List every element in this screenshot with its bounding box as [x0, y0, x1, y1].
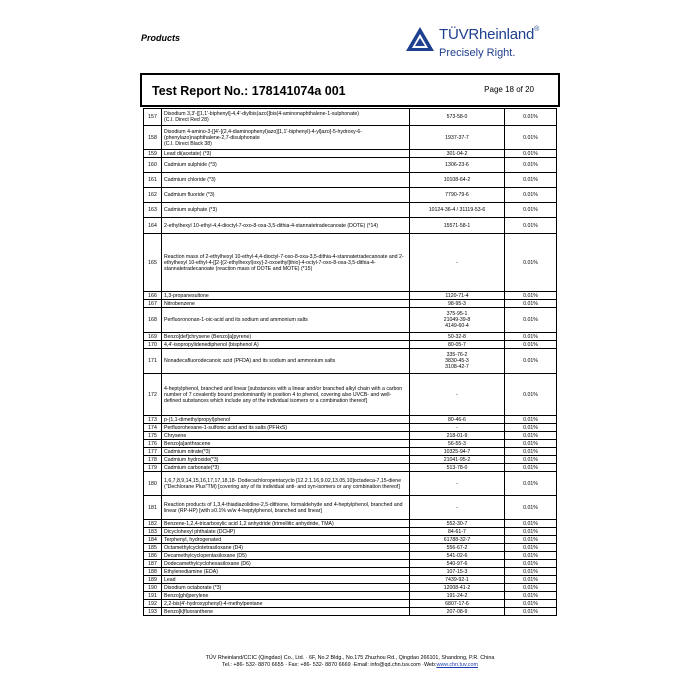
row-number-cell: 176 [144, 440, 162, 448]
substance-name-cell: Disodium 4-amino-3-[[4'-[(2,4-diaminophenyl)azo][1,1'-biphenyl]-4-yl]azo]-5-hydroxy-6-(phenylazo)naphthalene-2,7-disulphonate (C.I. Direct Black 38) [162, 126, 410, 150]
substance-name-cell: Dodecamethylcyclohexasiloxane (D6) [162, 560, 410, 568]
substance-name-cell: Cadmium sulphide (*3) [162, 158, 410, 173]
triangle-logo-icon [405, 26, 435, 52]
row-number-cell: 184 [144, 536, 162, 544]
cas-number-cell: - [410, 496, 505, 520]
table-row [144, 416, 557, 424]
cas-number-cell: 335-76-2 3830-45-3 3108-42-7 [410, 349, 505, 374]
table-row [144, 126, 557, 150]
limit-cell: 0.01% [505, 536, 557, 544]
substance-name-cell: Cadmium chloride (*3) [162, 173, 410, 188]
cas-number-cell: 10108-64-2 [410, 173, 505, 188]
table-row [144, 173, 557, 188]
table-row [144, 496, 557, 520]
table-row [144, 308, 557, 333]
cas-number-cell: 84-61-7 [410, 528, 505, 536]
limit-cell: 0.01% [505, 308, 557, 333]
substance-name-cell: 2,2-bis(4'-hydroxyphenyl)-4-methylpentane [162, 600, 410, 608]
row-number-cell: 189 [144, 576, 162, 584]
row-number-cell: 166 [144, 292, 162, 300]
table-row [144, 188, 557, 203]
substance-name-cell: Disodium octaborate (*3) [162, 584, 410, 592]
limit-cell: 0.01% [505, 576, 557, 584]
limit-cell: 0.01% [505, 341, 557, 349]
row-number-cell: 173 [144, 416, 162, 424]
substance-name-cell: Dicyclohexyl phthalate (DCHP) [162, 528, 410, 536]
cas-number-cell: 98-95-3 [410, 300, 505, 308]
row-number-cell: 185 [144, 544, 162, 552]
limit-cell: 0.01% [505, 448, 557, 456]
report-title: Test Report No.: 178141074a 001 [152, 84, 346, 98]
section-label: Products [141, 33, 181, 43]
tuv-logo [405, 26, 565, 66]
limit-cell: 0.01% [505, 333, 557, 341]
limit-cell: 0.01% [505, 496, 557, 520]
cas-number-cell: - [410, 374, 505, 416]
limit-cell: 0.01% [505, 158, 557, 173]
table-row [144, 528, 557, 536]
row-number-cell: 168 [144, 308, 162, 333]
cas-number-cell: 513-78-0 [410, 464, 505, 472]
row-number-cell: 162 [144, 188, 162, 203]
footer-contact-text: Tel.: +86- 532- 8870 6655 · Fax: +86- 532- 8870 6669 ·Email: info@qd.chn.tuv.com ·Web: [222, 662, 437, 668]
limit-cell: 0.01% [505, 126, 557, 150]
substance-name-cell: Chrysene [162, 432, 410, 440]
registered-mark: ® [534, 26, 540, 33]
row-number-cell: 179 [144, 464, 162, 472]
row-number-cell: 171 [144, 349, 162, 374]
cas-number-cell: 1937-37-7 [410, 126, 505, 150]
limit-cell: 0.01% [505, 109, 557, 126]
table-row [144, 576, 557, 584]
row-number-cell: 177 [144, 448, 162, 456]
row-number-cell: 178 [144, 456, 162, 464]
cas-number-cell: 573-58-0 [410, 109, 505, 126]
limit-cell: 0.01% [505, 218, 557, 234]
row-number-cell: 188 [144, 568, 162, 576]
cas-number-cell: - [410, 234, 505, 292]
report-header-box [140, 73, 560, 107]
footer-web-link[interactable]: www.chn.tuv.com [436, 662, 478, 668]
cas-number-cell: 541-02-6 [410, 552, 505, 560]
row-number-cell: 181 [144, 496, 162, 520]
row-number-cell: 160 [144, 158, 162, 173]
limit-cell: 0.01% [505, 568, 557, 576]
row-number-cell: 172 [144, 374, 162, 416]
limit-cell: 0.01% [505, 173, 557, 188]
brand-name [439, 26, 539, 43]
cas-number-cell: 556-67-2 [410, 544, 505, 552]
table-row [144, 158, 557, 173]
limit-cell: 0.01% [505, 150, 557, 158]
substance-name-cell: Benzo[k]fluoranthene [162, 608, 410, 616]
row-number-cell: 186 [144, 552, 162, 560]
table-row [144, 349, 557, 374]
substance-name-cell: Decamethylcyclopentasiloxane (D5) [162, 552, 410, 560]
table-row [144, 150, 557, 158]
row-number-cell: 190 [144, 584, 162, 592]
cas-number-cell: 7790-79-6 [410, 188, 505, 203]
limit-cell: 0.01% [505, 520, 557, 528]
brand-tagline: Precisely Right. [439, 47, 516, 59]
cas-number-cell: 218-01-9 [410, 432, 505, 440]
limit-cell: 0.01% [505, 203, 557, 218]
table-row [144, 536, 557, 544]
limit-cell: 0.01% [505, 292, 557, 300]
substance-name-cell: Benzene-1,2,4-tricarboxylic acid 1,2 anhydride (trimellitic anhydride, TMA) [162, 520, 410, 528]
table-row [144, 472, 557, 496]
table-row [144, 292, 557, 300]
cas-number-cell: 10325-94-7 [410, 448, 505, 456]
substance-name-cell: 4,4'-isopropylidenediphenol (bisphenol A) [162, 341, 410, 349]
table-row [144, 464, 557, 472]
limit-cell: 0.01% [505, 374, 557, 416]
row-number-cell: 158 [144, 126, 162, 150]
table-row [144, 234, 557, 292]
row-number-cell: 191 [144, 592, 162, 600]
cas-number-cell: 1120-71-4 [410, 292, 505, 300]
row-number-cell: 182 [144, 520, 162, 528]
limit-cell: 0.01% [505, 234, 557, 292]
table-row [144, 374, 557, 416]
table-row [144, 341, 557, 349]
row-number-cell: 187 [144, 560, 162, 568]
substance-name-cell: 4-heptylphenol, branched and linear [substances with a linear and/or branched alkyl chain with a carbon number of 7 covalently bound predominantly in position 4 to phenol, covering also UVCB- and well-defined substances which include any of the individual isomers or a combination thereof] [162, 374, 410, 416]
substance-name-cell: Cadmium sulphate (*3) [162, 203, 410, 218]
limit-cell: 0.01% [505, 464, 557, 472]
substance-name-cell: Perfluorononan-1-oic-acid and its sodium and ammonium salts [162, 308, 410, 333]
row-number-cell: 164 [144, 218, 162, 234]
cas-number-cell: 301-04-2 [410, 150, 505, 158]
substance-name-cell: Cadmium hydroxide(*3) [162, 456, 410, 464]
limit-cell: 0.01% [505, 600, 557, 608]
cas-number-cell: 21041-95-2 [410, 456, 505, 464]
page-number: Page 18 of 20 [484, 85, 534, 94]
substance-table [143, 108, 557, 616]
table-row [144, 448, 557, 456]
cas-number-cell: 1306-23-6 [410, 158, 505, 173]
substance-name-cell: Perfluorohexane-1-sulfonic acid and its salts (PFHxS) [162, 424, 410, 432]
cas-number-cell: 61788-32-7 [410, 536, 505, 544]
limit-cell: 0.01% [505, 584, 557, 592]
substance-table-wrapper [143, 108, 556, 616]
substance-name-cell: Cadmium fluoride (*3) [162, 188, 410, 203]
table-row [144, 544, 557, 552]
cas-number-cell: - [410, 424, 505, 432]
cas-number-cell: 80-46-6 [410, 416, 505, 424]
cas-number-cell: 10124-36-4 / 31119-53-6 [410, 203, 505, 218]
row-number-cell: 163 [144, 203, 162, 218]
substance-name-cell: Benzo[ghi]perylene [162, 592, 410, 600]
cas-number-cell: 15571-58-1 [410, 218, 505, 234]
limit-cell: 0.01% [505, 349, 557, 374]
row-number-cell: 175 [144, 432, 162, 440]
row-number-cell: 159 [144, 150, 162, 158]
table-row [144, 203, 557, 218]
substance-name-cell: Lead [162, 576, 410, 584]
cas-number-cell: 80-05-7 [410, 341, 505, 349]
substance-name-cell: Reaction mass of 2-ethylhexyl 10-ethyl-4,4-dioctyl-7-oxo-8-oxa-3,5-dithia-4-stannatetradecanoate and 2-ethylhexyl 10-ethyl-4-[[2-[(2-ethylhexyl)oxy]-2-oxoethyl]thio]-4-octyl-7-oxo-8-oxa-3,5-dithia-4-stannatetradecanoate (reaction mass of DOTE and MOTE) (*15) [162, 234, 410, 292]
cas-number-cell: 552-30-7 [410, 520, 505, 528]
row-number-cell: 167 [144, 300, 162, 308]
limit-cell: 0.01% [505, 188, 557, 203]
cas-number-cell: 540-97-6 [410, 560, 505, 568]
substance-name-cell: Cadmium carbonate(*3) [162, 464, 410, 472]
row-number-cell: 170 [144, 341, 162, 349]
footer-contact [0, 662, 700, 668]
limit-cell: 0.01% [505, 472, 557, 496]
cas-number-cell: 6807-17-6 [410, 600, 505, 608]
substance-name-cell: Cadmium nitrate(*3) [162, 448, 410, 456]
table-row [144, 300, 557, 308]
table-row [144, 568, 557, 576]
cas-number-cell: 207-08-9 [410, 608, 505, 616]
cas-number-cell: 107-15-3 [410, 568, 505, 576]
limit-cell: 0.01% [505, 440, 557, 448]
cas-number-cell: - [410, 472, 505, 496]
substance-name-cell: Nonadecafluorodecanoic acid (PFDA) and its sodium and ammonium salts [162, 349, 410, 374]
table-row [144, 552, 557, 560]
table-row [144, 440, 557, 448]
row-number-cell: 180 [144, 472, 162, 496]
table-row [144, 520, 557, 528]
substance-name-cell: 2-ethylhexyl 10-ethyl-4,4-dioctyl-7-oxo-8-oxa-3,5-dithia-4-stannatetradecanoate (DOTE) (*14) [162, 218, 410, 234]
row-number-cell: 192 [144, 600, 162, 608]
limit-cell: 0.01% [505, 560, 557, 568]
substance-name-cell: Nitrobenzene [162, 300, 410, 308]
table-row [144, 424, 557, 432]
substance-name-cell: Disodium 3,3'-[[1,1'-biphenyl]-4,4'-diylbis(azo)]bis(4-aminonaphthalene-1-sulphonate) (C.I. Direct Red 28) [162, 109, 410, 126]
substance-name-cell: 1,6,7,8,9,14,15,16,17,17,18,18- Dodecachloropentacyclo [12.2.1.16,9.02,13.05,10]octadeca-7,15-diene ("Dechlorane Plus"TM) [covering any of its individual anti- and syn-isomers or any combination thereof] [162, 472, 410, 496]
substance-name-cell: Terphenyl, hydrogenated [162, 536, 410, 544]
table-row [144, 592, 557, 600]
table-row [144, 584, 557, 592]
cas-number-cell: 50-32-8 [410, 333, 505, 341]
table-row [144, 560, 557, 568]
row-number-cell: 161 [144, 173, 162, 188]
brand-text: TÜVRheinland [439, 26, 535, 43]
substance-name-cell: 1,3-propanesultone [162, 292, 410, 300]
cas-number-cell: 56-55-3 [410, 440, 505, 448]
limit-cell: 0.01% [505, 552, 557, 560]
substance-name-cell: Reaction products of 1,3,4-thiadiazolidine-2,5-dithione, formaldehyde and 4-heptylphenol, branched and linear (RP-HP) [with ≥0.1% w/w 4-heptylphenol, branched and linear] [162, 496, 410, 520]
row-number-cell: 183 [144, 528, 162, 536]
limit-cell: 0.01% [505, 416, 557, 424]
table-row [144, 608, 557, 616]
substance-table-body [144, 109, 557, 616]
substance-name-cell: Benzo[def]chrysene (Benzo[a]pyrene) [162, 333, 410, 341]
limit-cell: 0.01% [505, 432, 557, 440]
substance-name-cell: Ethylenediamine (EDA) [162, 568, 410, 576]
table-row [144, 218, 557, 234]
cas-number-cell: 375-95-1 21049-39-8 4149-60-4 [410, 308, 505, 333]
table-row [144, 432, 557, 440]
cas-number-cell: 191-24-2 [410, 592, 505, 600]
limit-cell: 0.01% [505, 528, 557, 536]
substance-name-cell: Octamethylcyclotetrasiloxane (D4) [162, 544, 410, 552]
substance-name-cell: Benzo[a]anthracene [162, 440, 410, 448]
row-number-cell: 193 [144, 608, 162, 616]
cas-number-cell: 12008-41-2 [410, 584, 505, 592]
substance-name-cell: p-(1,1-dimethylpropyl)phenol [162, 416, 410, 424]
table-row [144, 456, 557, 464]
table-row [144, 109, 557, 126]
limit-cell: 0.01% [505, 300, 557, 308]
limit-cell: 0.01% [505, 608, 557, 616]
row-number-cell: 174 [144, 424, 162, 432]
limit-cell: 0.01% [505, 592, 557, 600]
limit-cell: 0.01% [505, 544, 557, 552]
footer-address: TÜV Rheinland/CCIC (Qingdao) Co., Ltd. · 6F, No.2 Bldg., No.175 Zhuzhou Rd., Qingdao 266101, Shandong, P.R. China [205, 655, 495, 661]
limit-cell: 0.01% [505, 424, 557, 432]
row-number-cell: 157 [144, 109, 162, 126]
substance-name-cell: Lead di(acetate) (*3) [162, 150, 410, 158]
table-row [144, 600, 557, 608]
row-number-cell: 165 [144, 234, 162, 292]
cas-number-cell: 7439-92-1 [410, 576, 505, 584]
limit-cell: 0.01% [505, 456, 557, 464]
row-number-cell: 169 [144, 333, 162, 341]
table-row [144, 333, 557, 341]
